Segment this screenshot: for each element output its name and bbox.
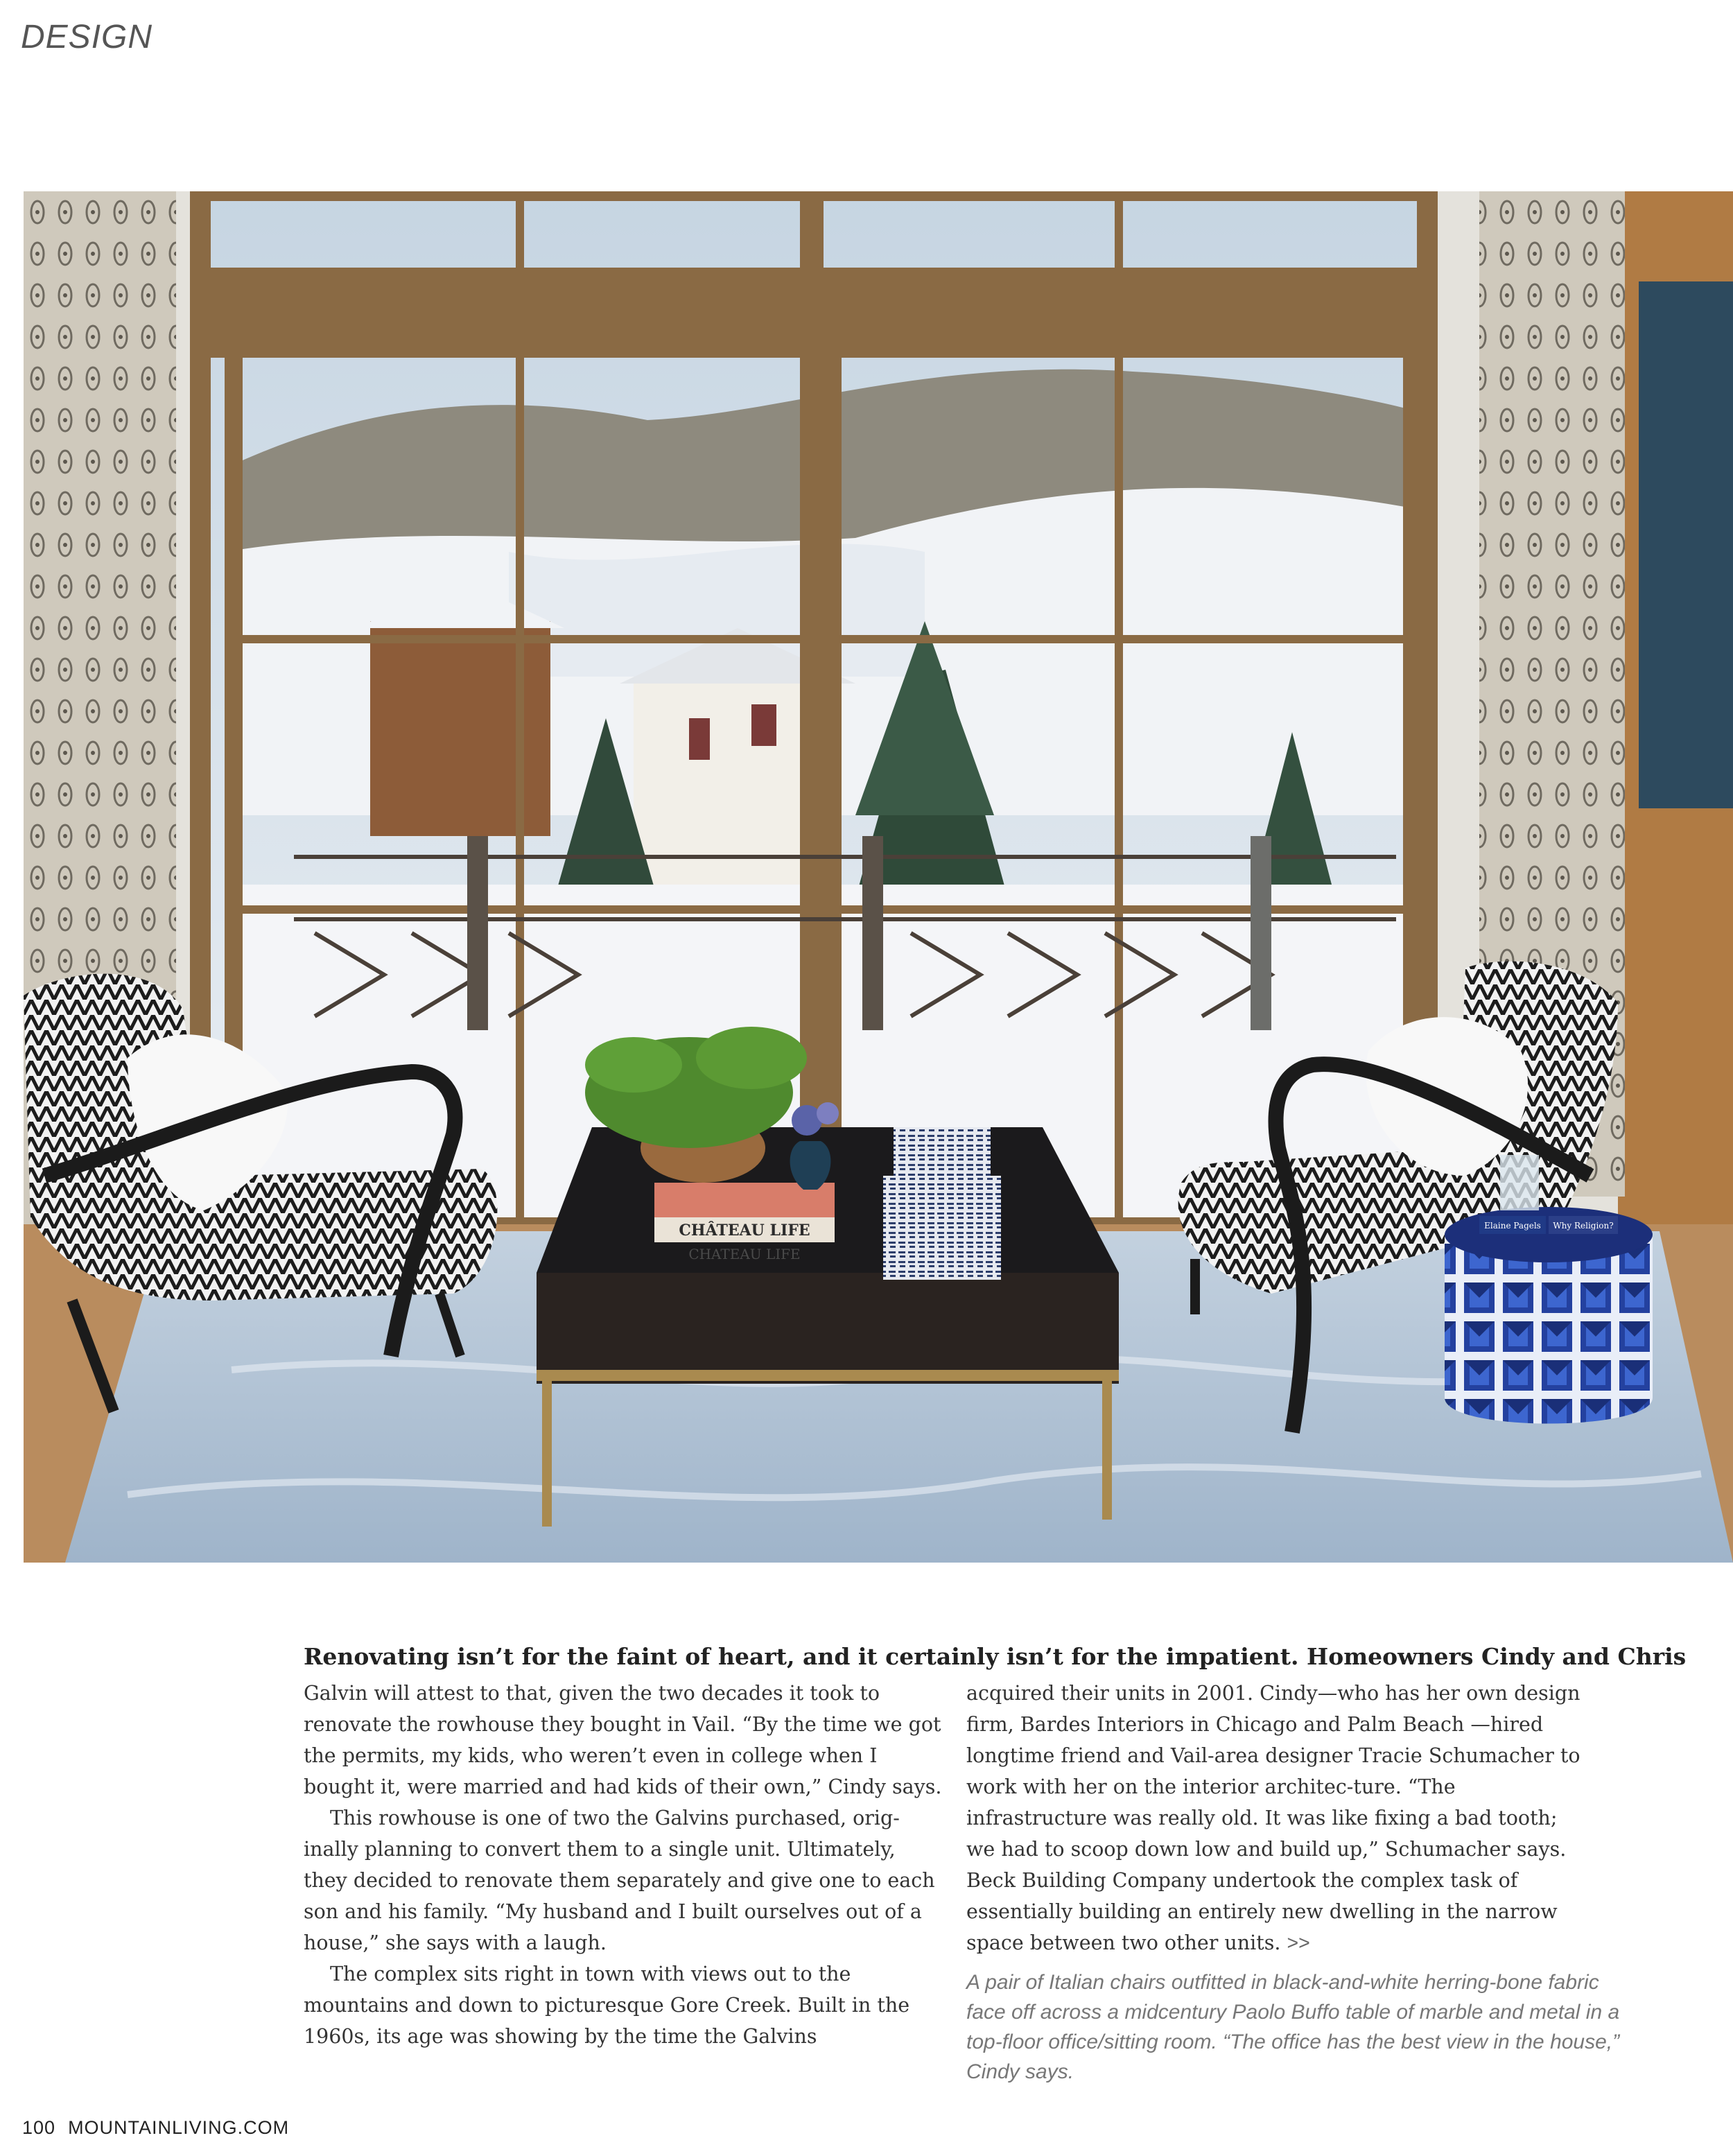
continue-marker: >>	[1287, 1932, 1310, 1954]
book-title-left: Elaine Pagels	[1484, 1221, 1541, 1231]
site-url: MOUNTAINLIVING.COM	[68, 2117, 290, 2138]
paragraph	[966, 1678, 1590, 1959]
paragraph: The complex sits right in town with views out to the mountains and down to picturesque Gore Creek. Built in the 1960s, its age was showing by the time the Galvins	[304, 1963, 910, 2048]
section-label: DESIGN	[21, 19, 153, 55]
paragraph: Galvin will attest to that, given the two decades it took to renovate the rowhouse they bought in Vail. “By the time we got the permits, my kids, who weren’t even in college when I bought it, were married and had kids of their own,” Cindy says.	[304, 1682, 942, 1798]
page-number: 100	[22, 2117, 56, 2138]
decorative-boxes	[883, 1176, 1001, 1280]
article-column-left	[304, 1678, 943, 2052]
article-lede: Renovating isn’t for the faint of heart, and it certainly isn’t for the impatient. Homeowners Cindy and Chris	[304, 1643, 1687, 1670]
book-reflection: CHATEAU LIFE	[688, 1246, 801, 1262]
hero-photo	[24, 191, 1733, 1563]
book-title-right: Why Religion?	[1553, 1221, 1614, 1231]
book-spine-title: CHÂTEAU LIFE	[679, 1222, 810, 1240]
paragraph: This rowhouse is one of two the Galvins purchased, orig-inally planning to convert them to a single unit. Ultimately, they decided to renovate them separately and give one to each son and his family. “My husband and I built ourselves out of a house,” she says with a laugh.	[304, 1807, 935, 1954]
article-column-right	[966, 1678, 1590, 1959]
interior-scene-illustration	[24, 191, 1733, 1563]
page-footer	[22, 2117, 289, 2139]
water-glass	[1500, 1155, 1539, 1210]
photo-caption: A pair of Italian chairs outfitted in black-and-white herring-bone fabric face off across a midcentury Paolo Buffo table of marble and metal in a top-floor office/sitting room. “The office has the best view in the house,” Cindy says.	[966, 1971, 1620, 2083]
paragraph-text: acquired their units in 2001. Cindy—who has her own design firm, Bardes Interiors in Chicago and Palm Beach —hired longtime friend and Vail-area designer Tracie Schumacher to work with her on the interior architec-ture. “The infrastructure was really old. It was like fixing a bad tooth; we had to scoop down low and build up,” Schumacher says. Beck Building Company undertook the complex task of essentially building an entirely new dwelling in the narrow space between two other units.	[966, 1682, 1580, 1954]
